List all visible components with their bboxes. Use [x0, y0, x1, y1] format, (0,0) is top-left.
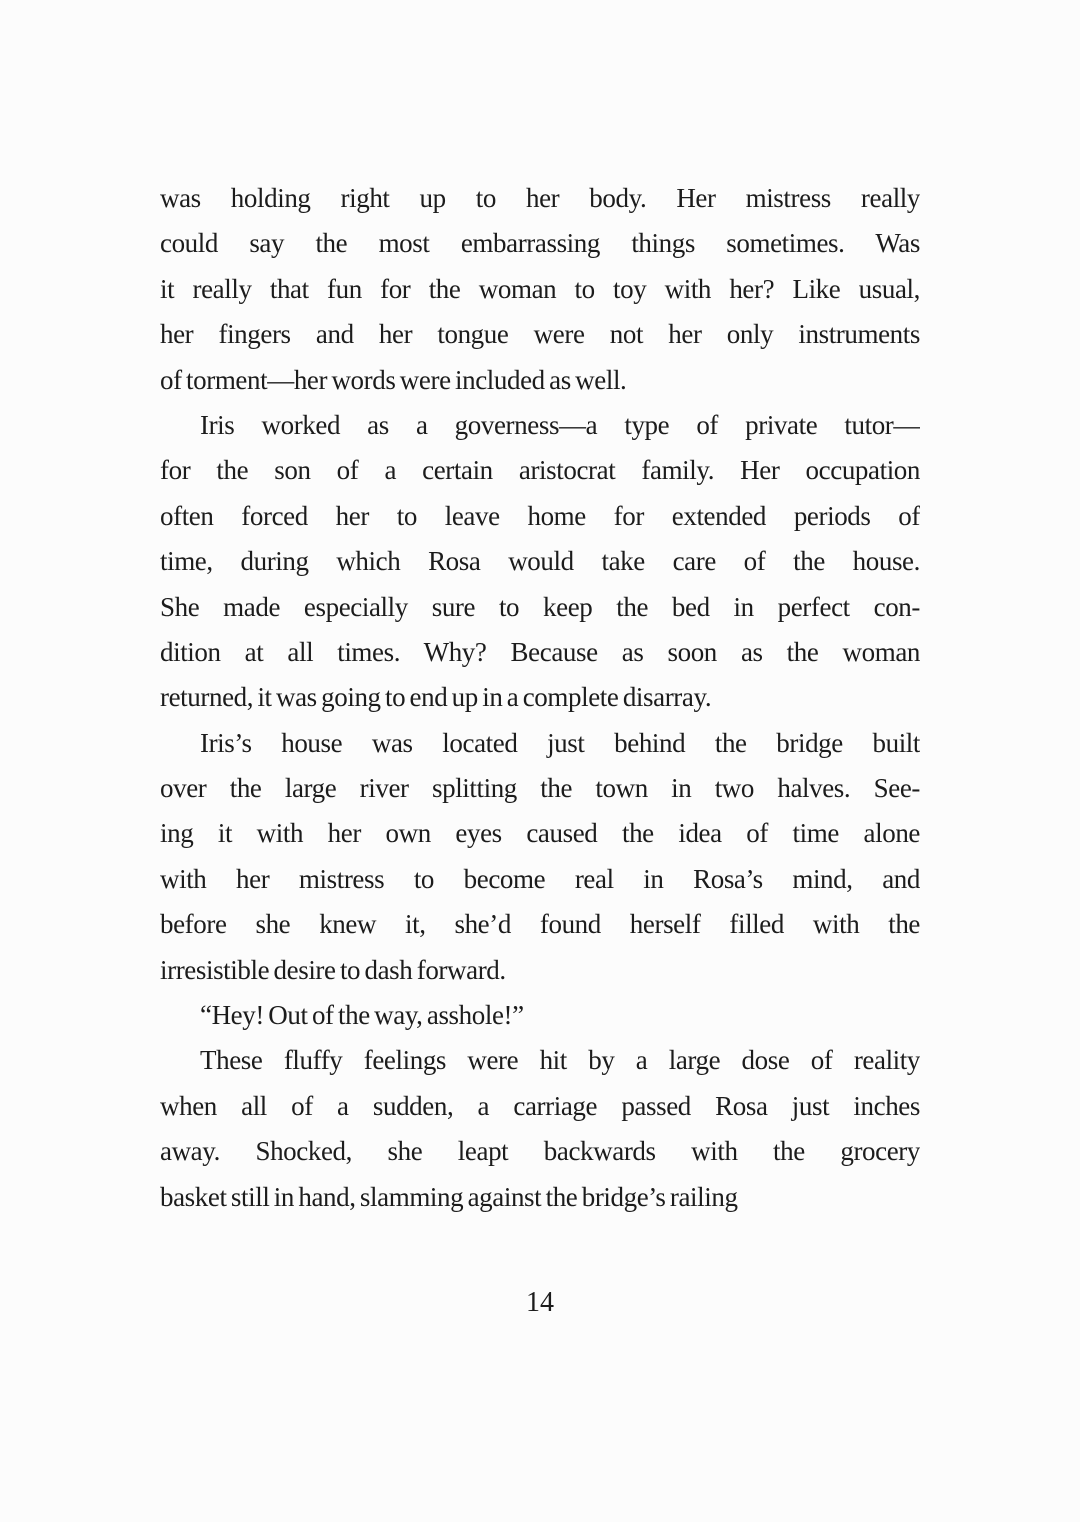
text-line: for the son of a certain aristocrat family. Her occupation [160, 455, 920, 486]
text-line: ing it with her own eyes caused the idea of time alone [160, 818, 920, 849]
text-line: Iris worked as a governess—a type of private tutor— [200, 409, 920, 440]
text-line: Iris’s house was located just behind the bridge built [200, 727, 920, 758]
text-line: over the large river splitting the town in two halves. See- [160, 773, 920, 804]
text-line: These fluffy feelings were hit by a large dose of reality [200, 1045, 920, 1076]
paragraph [160, 1038, 920, 1220]
text-line: of torment—her words were included as well. [160, 364, 627, 395]
text-line: She made especially sure to keep the bed in perfect con- [160, 591, 920, 622]
text-line: before she knew it, she’d found herself filled with the [160, 909, 920, 940]
text-line: “Hey! Out of the way, asshole!” [200, 1000, 524, 1031]
text-line: away. Shocked, she leapt backwards with the grocery [160, 1136, 920, 1167]
text-line: returned, it was going to end up in a complete disarray. [160, 682, 712, 713]
text-line: could say the most embarrassing things sometimes. Was [160, 228, 920, 259]
text-line: her fingers and her tongue were not her only instruments [160, 319, 920, 350]
text-line: dition at all times. Why? Because as soon as the woman [160, 636, 920, 667]
text-line: it really that fun for the woman to toy with her? Like usual, [160, 273, 920, 304]
paragraph [160, 176, 920, 403]
paragraph [160, 403, 920, 721]
text-line: when all of a sudden, a carriage passed Rosa just inches [160, 1090, 920, 1121]
text-block [160, 176, 920, 1220]
text-line: basket still in hand, slamming against the bridge’s railing [160, 1181, 738, 1212]
text-line: irresistible desire to dash forward. [160, 954, 506, 985]
page-number: 14 [526, 1287, 554, 1318]
text-line: often forced her to leave home for extended periods of [160, 500, 920, 531]
paragraph [160, 721, 920, 993]
text-line: was holding right up to her body. Her mistress really [160, 183, 920, 213]
text-line: with her mistress to become real in Rosa’s mind, and [160, 863, 920, 894]
paragraph [160, 993, 920, 1038]
text-line: time, during which Rosa would take care of the house. [160, 546, 920, 577]
